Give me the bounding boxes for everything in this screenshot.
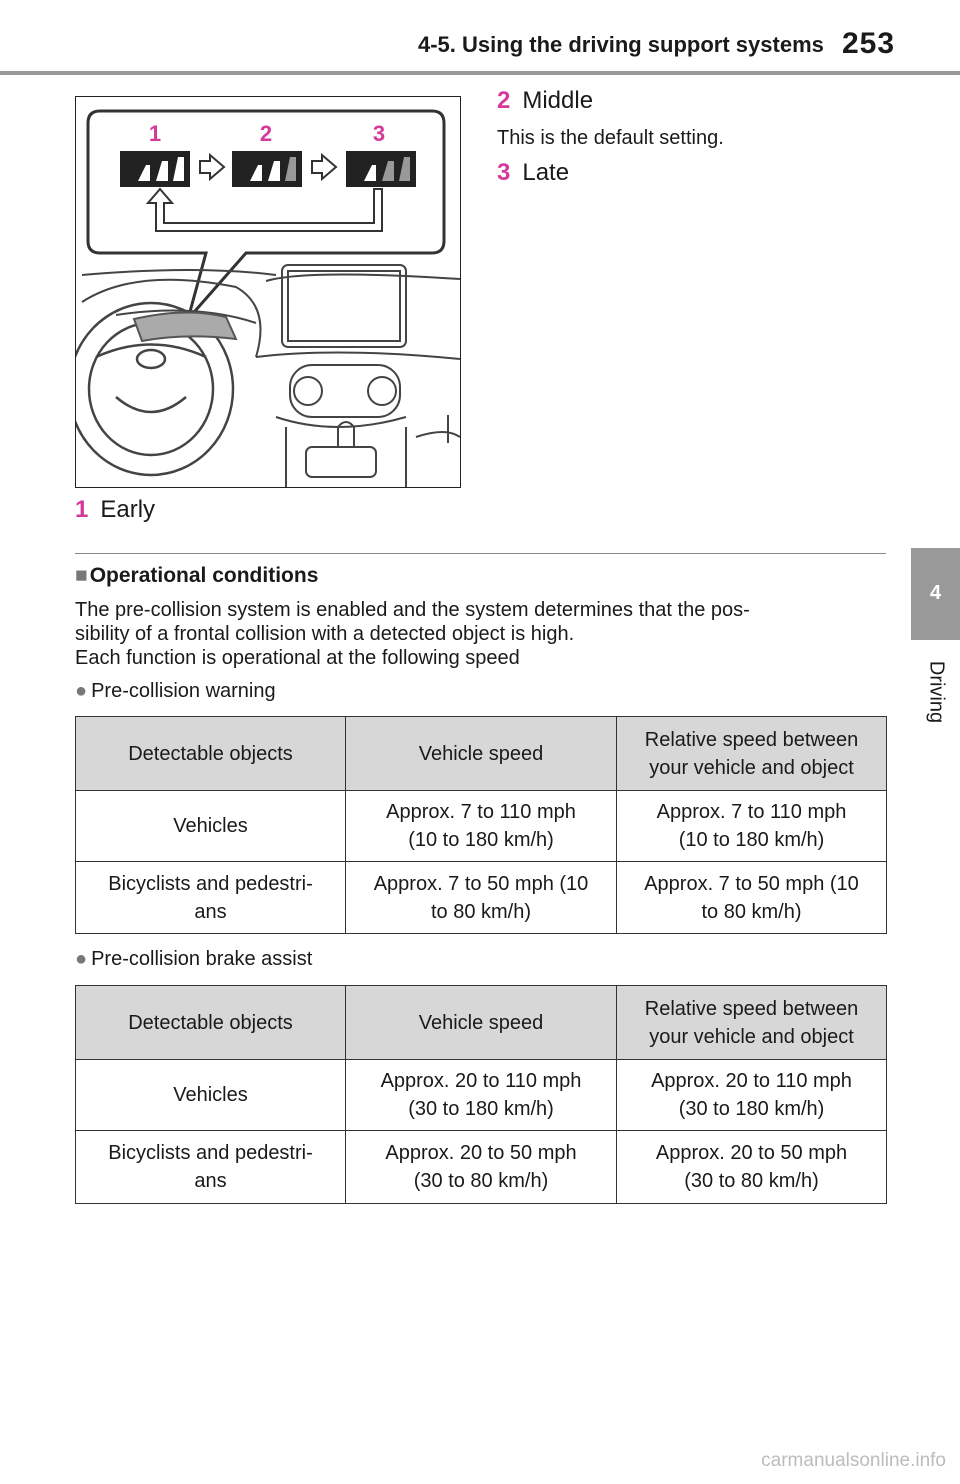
- section-divider: [75, 553, 886, 554]
- page-header: [0, 0, 960, 75]
- callout-number-1: 1: [148, 121, 162, 146]
- table-cell: Approx. 7 to 50 mph (10 to 80 km/h): [346, 862, 617, 934]
- chapter-label-wrap: [898, 652, 960, 732]
- default-setting-note: This is the default setting.: [497, 127, 724, 149]
- chapter-tab: [911, 548, 960, 640]
- caption-number: 2: [497, 87, 511, 114]
- dashboard-illustration: [75, 96, 461, 488]
- bullet-text: Pre-collision brake assist: [91, 948, 313, 970]
- bullet-warning: [75, 680, 276, 703]
- table-header-cell: Detectable objects: [76, 717, 346, 791]
- table-cell: Approx. 7 to 50 mph (10 to 80 km/h): [617, 862, 887, 934]
- dashboard-drawing: [76, 97, 460, 487]
- table-row: [76, 1131, 887, 1204]
- bullet-text: Pre-collision warning: [91, 680, 276, 702]
- section-paragraph: [75, 598, 890, 670]
- table-cell: Bicyclists and pedestri- ans: [76, 862, 346, 934]
- timing-indicator-late: [346, 151, 416, 187]
- watermark: carmanualsonline.info: [761, 1450, 946, 1471]
- table-header-cell: Relative speed between your vehicle and object: [617, 717, 887, 791]
- table-cell: Approx. 7 to 110 mph (10 to 180 km/h): [617, 791, 887, 862]
- paragraph-line: Each function is operational at the following speed: [75, 647, 520, 669]
- table-cell: Approx. 20 to 110 mph (30 to 180 km/h): [346, 1060, 617, 1131]
- page-number: 253: [842, 27, 896, 60]
- section-title: 4-5. Using the driving support systems: [418, 32, 824, 57]
- meter-display-highlight: [134, 312, 236, 341]
- header-rule: [0, 71, 960, 75]
- table-header-row: [76, 717, 887, 791]
- caption-number: 1: [75, 496, 89, 523]
- caption-number: 3: [497, 159, 511, 186]
- table-cell: Approx. 20 to 50 mph (30 to 80 km/h): [346, 1131, 617, 1204]
- table-header-row: [76, 986, 887, 1060]
- paragraph-line: The pre-collision system is enabled and the system determines that the pos-: [75, 599, 750, 621]
- caption-text: Late: [522, 159, 570, 186]
- table-row: [76, 1060, 887, 1131]
- callout-number-2: 2: [259, 121, 273, 146]
- table-row: [76, 862, 887, 934]
- warning-speed-table: [75, 716, 887, 934]
- caption-early: [75, 496, 155, 524]
- bullet-brake-assist: [75, 948, 312, 971]
- bullet-dot-icon: ●: [75, 680, 88, 702]
- table-header-cell: Detectable objects: [76, 986, 346, 1060]
- table-cell: Vehicles: [76, 791, 346, 862]
- table-header-cell: Vehicle speed: [346, 986, 617, 1060]
- table-header-cell: Vehicle speed: [346, 717, 617, 791]
- caption-late: [497, 159, 569, 187]
- brake-assist-speed-table: [75, 985, 887, 1204]
- table-row: [76, 791, 887, 862]
- bullet-dot-icon: ●: [75, 948, 88, 970]
- table-cell: Approx. 7 to 110 mph (10 to 180 km/h): [346, 791, 617, 862]
- timing-indicator-middle: [232, 151, 302, 187]
- caption-text: Early: [100, 496, 156, 523]
- table-cell: Approx. 20 to 110 mph (30 to 180 km/h): [617, 1060, 887, 1131]
- section-heading: [75, 564, 318, 588]
- chapter-label: Driving: [925, 660, 947, 724]
- section-heading-text: Operational conditions: [89, 564, 319, 587]
- table-cell: Bicyclists and pedestri- ans: [76, 1131, 346, 1204]
- caption-text: Middle: [522, 87, 594, 114]
- table-cell: Vehicles: [76, 1060, 346, 1131]
- table-cell: Approx. 20 to 50 mph (30 to 80 km/h): [617, 1131, 887, 1204]
- callout-number-3: 3: [372, 121, 386, 146]
- timing-indicator-early: [120, 151, 190, 187]
- caption-middle: [497, 87, 593, 115]
- paragraph-line: sibility of a frontal collision with a detected object is high.: [75, 623, 575, 645]
- square-bullet-icon: ■: [75, 564, 88, 587]
- table-header-cell: Relative speed between your vehicle and object: [617, 986, 887, 1060]
- chapter-number: 4: [929, 582, 942, 604]
